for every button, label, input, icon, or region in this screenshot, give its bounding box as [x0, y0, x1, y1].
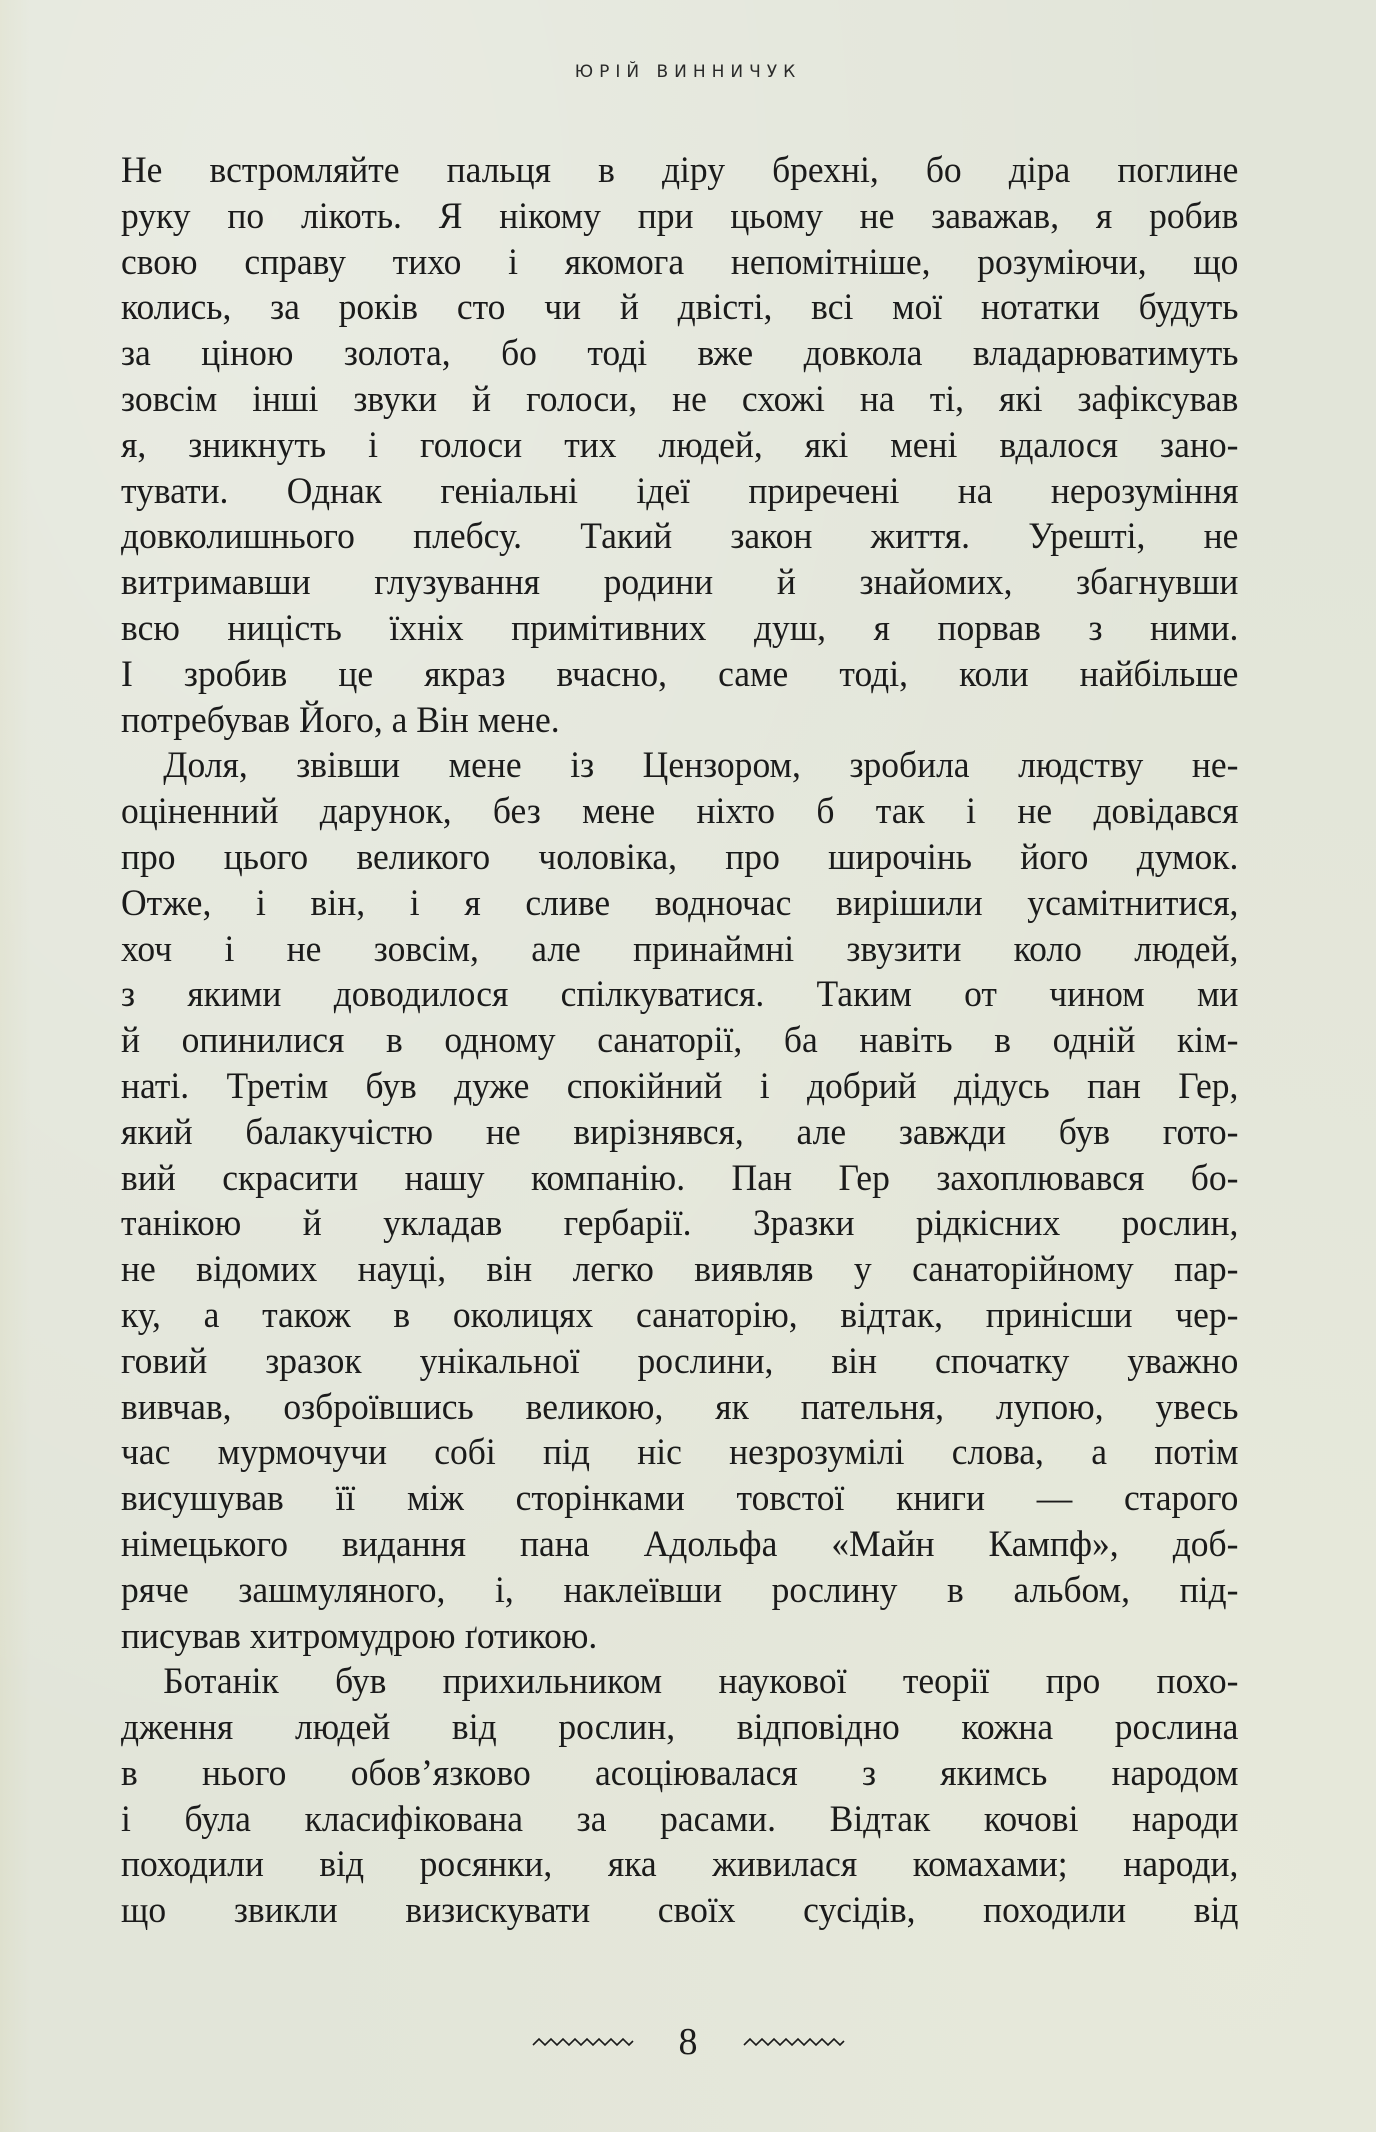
text-line: висушував її між сторінками товстої книги — старого: [121, 1478, 1239, 1520]
text-line: за ціною золота, бо тоді вже довкола владарюватимуть: [121, 333, 1239, 375]
text-line: говий зразок унікальної рослини, він спочатку уважно: [121, 1340, 1239, 1382]
text-line: всю ницість їхніх примітивних душ, я порвав з ними.: [121, 607, 1239, 649]
text-line: Доля, звівши мене із Цензором, зробила людству не-: [163, 745, 1239, 787]
text-line: Отже, і він, і я сливе водночас вирішили усамітнитися,: [121, 882, 1239, 924]
text-line: не відомих науці, він легко виявляв у санаторійному пар-: [121, 1249, 1239, 1291]
text-line: оціненний дарунок, без мене ніхто б так і не довідався: [121, 791, 1239, 833]
text-line: хоч і не зовсім, але принаймні звузити коло людей,: [121, 928, 1239, 970]
paragraph-2: [121, 743, 1239, 1659]
text-line: німецького видання пана Адольфа «Майн Кампф», доб-: [121, 1523, 1239, 1565]
text-line: ряче зашмуляного, і, наклеївши рослину в альбом, під-: [121, 1569, 1239, 1611]
text-line: Ботанік був прихильником наукової теорії про похо-: [163, 1661, 1239, 1703]
text-line: з якими доводилося спілкуватися. Таким от чином ми: [121, 974, 1239, 1016]
text-line: про цього великого чоловіка, про широчінь його думок.: [121, 836, 1239, 878]
text-line: в нього обов’язково асоціювалася з якимсь народом: [121, 1752, 1239, 1794]
text-line: довколишнього плебсу. Такий закон життя. Урешті, не: [121, 516, 1239, 558]
text-line: який балакучістю не вирізнявся, але завжди був гото-: [121, 1111, 1239, 1153]
text-line: свою справу тихо і якомога непомітніше, розуміючи, що: [121, 241, 1239, 283]
text-line: дження людей від рослин, відповідно кожна рослина: [121, 1707, 1239, 1749]
text-line: танікою й укладав гербарії. Зразки рідкісних рослин,: [121, 1203, 1239, 1245]
body-text: [121, 148, 1239, 1934]
text-line: потребував Його, а Він мене.: [121, 699, 560, 741]
wavy-ornament-right-icon: [742, 2033, 846, 2051]
text-line: вивчав, озброївшись великою, як пательня, лупою, увесь: [121, 1386, 1239, 1428]
text-line: Не встромляйте пальця в діру брехні, бо діра поглине: [121, 150, 1239, 191]
page-number: 8: [678, 2021, 698, 2063]
text-line: вий скрасити нашу компанію. Пан Гер захоплювався бо-: [121, 1157, 1239, 1199]
text-line: зовсім інші звуки й голоси, не схожі на ті, які зафіксував: [121, 378, 1239, 420]
text-line: час мурмочучи собі під ніс незрозумілі слова, а потім: [121, 1432, 1239, 1474]
wavy-ornament-left-icon: [531, 2033, 635, 2051]
text-line: писував хитромудрою ґотикою.: [121, 1615, 598, 1657]
paragraph-3: [121, 1659, 1239, 1934]
page-footer: [0, 2020, 1376, 2064]
paragraph-1: [121, 148, 1239, 743]
text-line: витримавши глузування родини й знайомих, збагнувши: [121, 562, 1239, 604]
text-line: походили від росянки, яка живилася комахами; народи,: [121, 1844, 1239, 1886]
text-line: і була класифікована за расами. Відтак кочові народи: [121, 1798, 1239, 1840]
text-line: руку по лікоть. Я нікому при цьому не заважав, я робив: [121, 195, 1239, 237]
text-line: я, зникнуть і голоси тих людей, які мені вдалося зано-: [121, 424, 1239, 466]
text-line: колись, за років сто чи й двісті, всі мої нотатки будуть: [121, 287, 1239, 329]
text-line: й опинилися в одному санаторії, ба навіть в одній кім-: [121, 1020, 1239, 1062]
text-line: І зробив це якраз вчасно, саме тоді, коли найбільше: [121, 653, 1239, 695]
text-line: наті. Третім був дуже спокійний і добрий дідусь пан Гер,: [121, 1065, 1239, 1107]
running-head-author: ЮРІЙ ВИННИЧУК: [574, 62, 802, 82]
text-line: ку, а також в околицях санаторію, відтак, принісши чер-: [121, 1294, 1239, 1336]
text-line: що звикли визискувати своїх сусідів, походили від: [121, 1890, 1239, 1932]
text-line: тувати. Однак геніальні ідеї приречені на нерозуміння: [121, 470, 1239, 512]
